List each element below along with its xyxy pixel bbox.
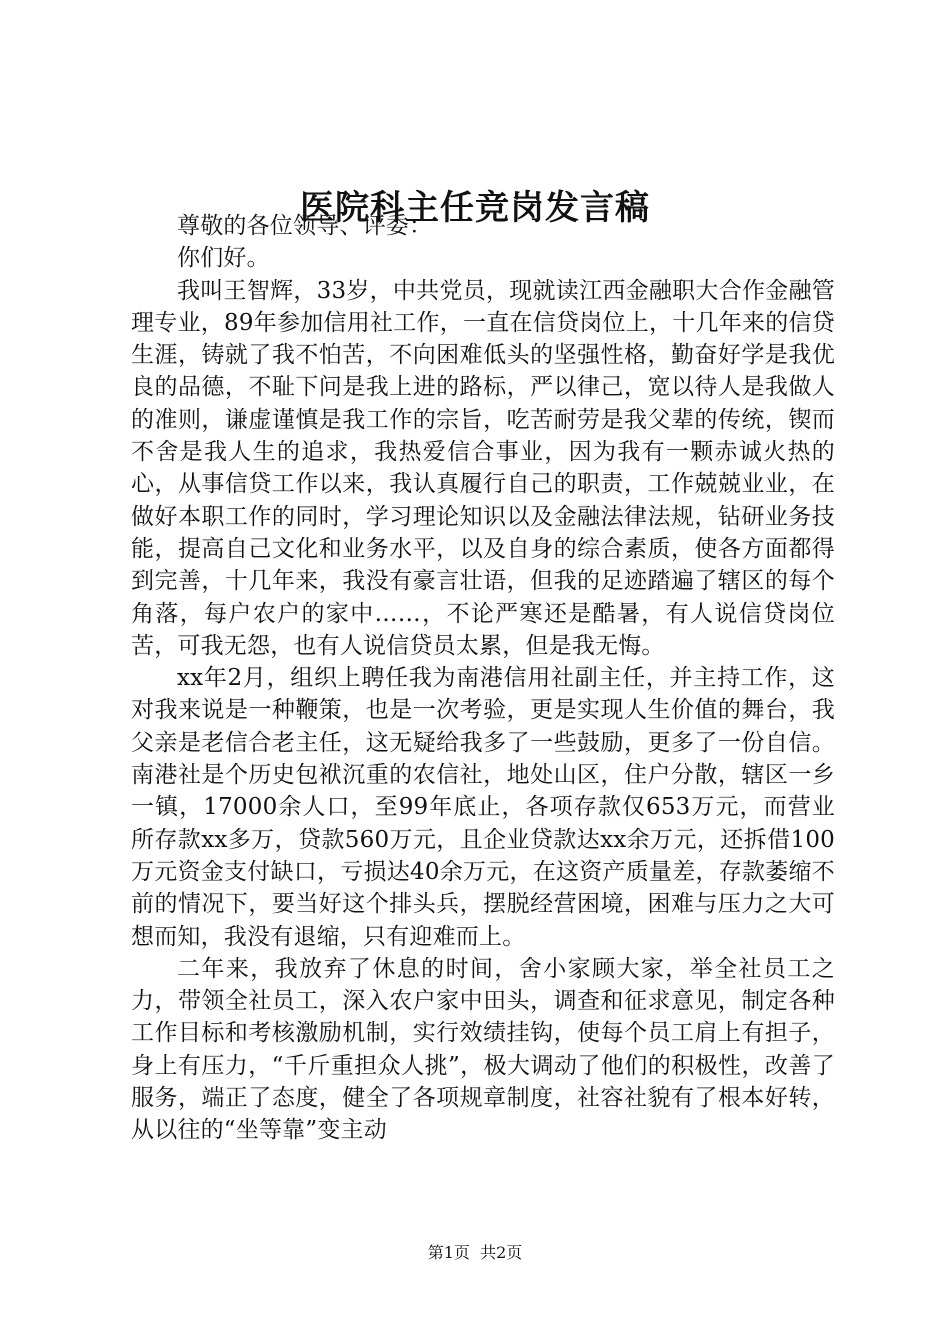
page-number-total: 共2页 [480,1243,523,1262]
document-title: 医院科主任竞岗发言稿 [300,188,650,228]
body-paragraph: 我叫王智辉，33岁，中共党员，现就读江西金融职大合作金融管理专业，89年参加信用社工作，一直在信贷岗位上，十几年来的信贷生涯，铸就了我不怕苦，不向困难低头的坚强性格，勤奋好学是我优良的品德，不耻下问是我上进的路标，严以律己，宽以待人是我做人的准则，谦虚谨慎是我工作的宗旨，吃苦耐劳是我父辈的传统，锲而不舍是我人生的追求，我热爱信合事业，因为我有一颗赤诚火热的心，从事信贷工作以来，我认真履行自己的职责，工作兢兢业业，在做好本职工作的同时，学习理论知识以及金融法律法规，钻研业务技能，提高自己文化和业务水平，以及自身的综合素质，使各方面都得到完善，十几年来，我没有豪言壮语，但我的足迹踏遍了辖区的每个角落，每户农户的家中……，不论严寒还是酷暑，有人说信贷岗位苦，可我无怨，也有人说信贷员太累，但是我无悔。 [131,277,835,659]
page-footer [0,1241,950,1265]
body-paragraph: 二年来，我放弃了休息的时间，舍小家顾大家，举全社员工之力，带领全社员工，深入农户家中田头，调查和征求意见，制定各种工作目标和考核激励机制，实行效绩挂钩，使每个员工肩上有担子，身上有压力，“千斤重担众人挑”，极大调动了他们的积极性，改善了服务，端正了态度，健全了各项规章制度，社容社貌有了根本好转，从以往的“坐等靠”变主动 [131,955,835,1144]
greeting-paragraph: 你们好。 [177,245,270,272]
document-body [131,210,835,1147]
body-paragraph: xx年2月，组织上聘任我为南港信用社副主任，并主持工作，这对我来说是一种鞭策，也是一次考验，更是实现人生价值的舞台，我父亲是老信合老主任，这无疑给我多了一些鼓励，更多了一份自信。南港社是个历史包袱沉重的农信社，地处山区，住户分散，辖区一乡一镇，17000余人口，至99年底止，各项存款仅653万元，而营业所存款xx多万，贷款560万元，且企业贷款达xx余万元，还拆借100万元资金支付缺口，亏损达40余万元，在这资产质量差，存款萎缩不前的情况下，要当好这个排头兵，摆脱经营困境，困难与压力之大可想而知，我没有退缩，只有迎难而上。 [131,665,835,950]
salutation-paragraph: 尊敬的各位领导、评委： [177,213,433,239]
page-number-current: 第1页 [427,1243,470,1262]
footer-spacer [470,1243,480,1262]
